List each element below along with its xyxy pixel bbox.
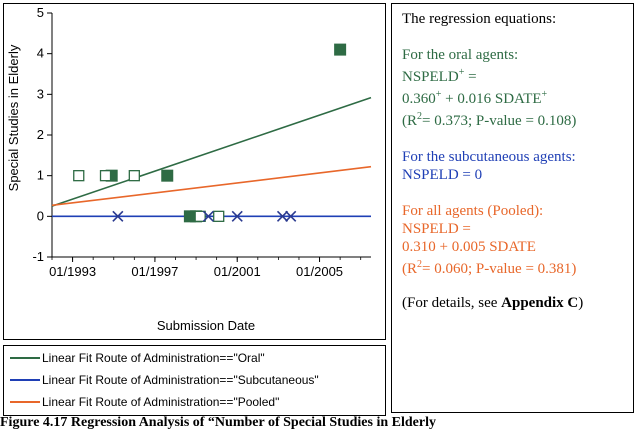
pooled-equation-block — [402, 202, 623, 278]
x-tick-label: 01/2005 — [296, 264, 344, 279]
y-tick-label: 0 — [36, 208, 44, 224]
y-tick-label: 2 — [36, 127, 44, 142]
data-point-filled-square — [162, 170, 173, 181]
subq-title: For the subcutaneous agents: — [402, 149, 576, 165]
legend-item-pooled — [10, 392, 279, 412]
y-tick-label: 4 — [36, 45, 44, 61]
pooled-title: For all agents (Pooled): — [402, 203, 544, 219]
scatter-chart — [4, 4, 384, 338]
chart-panel — [3, 3, 386, 340]
y-axis-label: Special Studies in Elderly — [6, 44, 21, 192]
data-point-filled-square — [335, 44, 346, 55]
pooled-line2: 0.310 + 0.005 SDATE — [402, 239, 536, 255]
oral-title: For the oral agents: — [402, 47, 519, 63]
y-tick-label: 3 — [36, 86, 44, 102]
oral-equation-block — [402, 46, 623, 130]
data-point-open-square — [74, 171, 84, 181]
data-point-open-square — [214, 211, 224, 221]
subcutaneous-equation-block — [402, 148, 623, 184]
appendix-reference: Appendix C — [501, 295, 579, 311]
x-tick-label: 01/1993 — [49, 264, 97, 279]
pooled-line1: NSPELD = — [402, 221, 471, 237]
legend-swatch-pooled — [10, 401, 40, 403]
data-point-open-square — [101, 171, 111, 181]
data-point-open-square — [129, 171, 139, 181]
pooled-line3: ($R^2= 0.060$; P-value = 0.381) — [402, 259, 577, 277]
oral-line1: NSPELD+ = — [402, 67, 477, 85]
legend-swatch-oral — [10, 357, 40, 359]
legend-label-subcutaneous: Linear Fit Route of Administration=="Subcutaneous" — [42, 373, 319, 387]
details-note: (For details, see Appendix C) — [402, 295, 584, 311]
legend-label-oral: Linear Fit Route of Administration=="Oral" — [42, 351, 265, 365]
y-tick-label: 1 — [36, 167, 44, 183]
legend — [3, 345, 386, 416]
y-tick-label: 5 — [36, 5, 44, 20]
equations-heading: The regression equations: — [402, 11, 557, 27]
oral-line2: 0.360+ + 0.016 SDATE+ — [402, 89, 548, 107]
y-tick-label: -1 — [32, 249, 44, 264]
subq-line1: NSPELD = 0 — [402, 167, 483, 183]
legend-item-subcutaneous — [10, 370, 319, 390]
fit-line-pooled — [52, 167, 371, 206]
oral-line3: ($R^2= 0.373$; P-value = 0.108) — [402, 111, 577, 129]
legend-item-oral — [10, 348, 265, 368]
x-axis-label: Submission Date — [156, 318, 256, 333]
legend-swatch-subcutaneous — [10, 379, 40, 381]
regression-equations-panel — [391, 3, 634, 413]
x-tick-label: 01/1997 — [131, 264, 179, 279]
figure-caption: Figure 4.17 Regression Analysis of “Number of Special Studies in Elderly — [0, 415, 436, 430]
legend-label-pooled: Linear Fit Route of Administration=="Pooled" — [42, 395, 280, 409]
data-point-open-square — [195, 211, 205, 221]
fit-line-oral — [52, 98, 371, 207]
x-tick-label: 01/2001 — [213, 264, 261, 279]
